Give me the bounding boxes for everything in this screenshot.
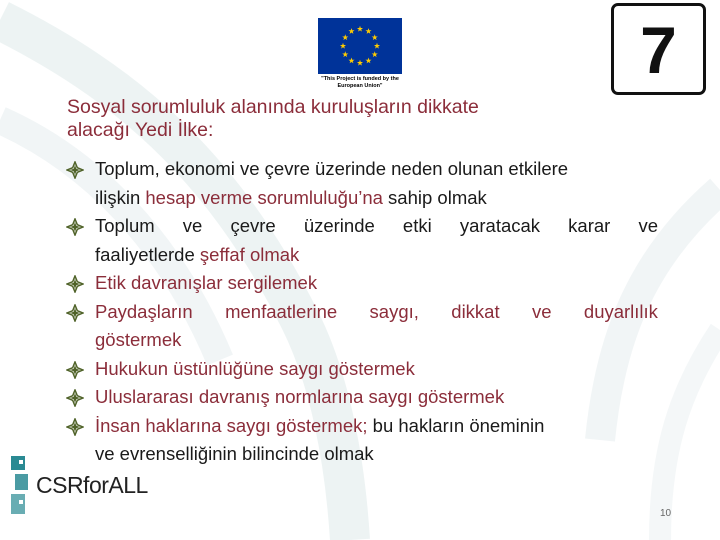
word: duyarlılık — [583, 300, 658, 322]
bullet-item — [66, 298, 658, 355]
bullet-text: göstermek — [95, 329, 182, 350]
text-segment: sahip olmak — [382, 186, 487, 208]
bullet-text — [95, 212, 658, 241]
text-segment: ilişkin — [95, 186, 146, 208]
word: Paydaşların — [95, 300, 193, 322]
bullet-item — [66, 355, 658, 384]
bullet-text: Uluslararası davranış normlarına saygı göstermek — [95, 386, 505, 407]
eu-funding-caption — [316, 76, 404, 89]
title-line-2: alacağı Yedi İlke: — [67, 119, 214, 141]
bullet-text — [95, 412, 658, 441]
bullet-text: Hukukun üstünlüğüne saygı göstermek — [95, 357, 415, 379]
eu-caption-line-1: "This Project is funded by the — [321, 76, 399, 82]
bullet-item — [66, 212, 658, 269]
bullet-text: Toplum, ekonomi ve çevre üzerinde neden olunan etkilere — [95, 158, 569, 179]
diamond-bullet-icon — [66, 361, 84, 379]
bullet-list — [66, 155, 658, 469]
bullet-item — [66, 383, 658, 412]
diamond-bullet-icon — [66, 389, 84, 407]
bullet-text — [95, 184, 658, 213]
word: yaratacak — [459, 215, 541, 236]
slide-badge-number: 7 — [640, 13, 677, 87]
csr-logo-text: CSRforALL — [36, 472, 148, 498]
diamond-bullet-icon — [66, 218, 84, 236]
text-segment: bu hakların öneminin — [367, 414, 545, 436]
diamond-bullet-icon — [66, 275, 84, 293]
bullet-text: ve evrenselliğinin bilincinde olmak — [95, 443, 374, 464]
word: etki — [402, 215, 432, 236]
csr-for-all-logo — [8, 452, 148, 518]
page-number: 10 — [660, 508, 672, 519]
word: saygı, — [369, 300, 419, 322]
word: ve — [531, 300, 552, 322]
word: ve — [638, 215, 658, 236]
highlighted-term: hesap verme sorumluluğu’na — [145, 186, 383, 208]
word: Toplum — [95, 215, 155, 236]
word: karar — [568, 215, 611, 236]
diamond-bullet-icon — [66, 418, 84, 436]
bullet-text — [95, 241, 658, 270]
word: üzerinde — [303, 215, 375, 236]
eu-caption-line-2: European Union" — [337, 82, 383, 89]
eu-logo — [318, 18, 402, 96]
text-segment: faaliyetlerde — [95, 243, 200, 265]
bullet-text — [95, 298, 658, 327]
eu-flag-icon — [318, 18, 402, 74]
highlighted-term: şeffaf olmak — [199, 243, 300, 265]
diamond-bullet-icon — [66, 304, 84, 322]
word: menfaatlerine — [225, 300, 338, 322]
bullet-item — [66, 269, 658, 298]
word: çevre — [230, 215, 276, 236]
bullet-item — [66, 155, 658, 212]
highlighted-term: İnsan haklarına saygı göstermek; — [95, 414, 368, 436]
word: ve — [182, 215, 203, 236]
csr-logo-mark-icon — [8, 452, 34, 518]
word: dikkat — [451, 300, 500, 322]
diamond-bullet-icon — [66, 161, 84, 179]
bullet-item — [66, 412, 658, 469]
bullet-text: Etik davranışlar sergilemek — [95, 272, 318, 293]
title-line-1: Sosyal sorumluluk alanında kuruluşların dikkate — [67, 96, 479, 118]
slide-number-badge — [611, 3, 706, 95]
slide-title — [67, 96, 627, 142]
